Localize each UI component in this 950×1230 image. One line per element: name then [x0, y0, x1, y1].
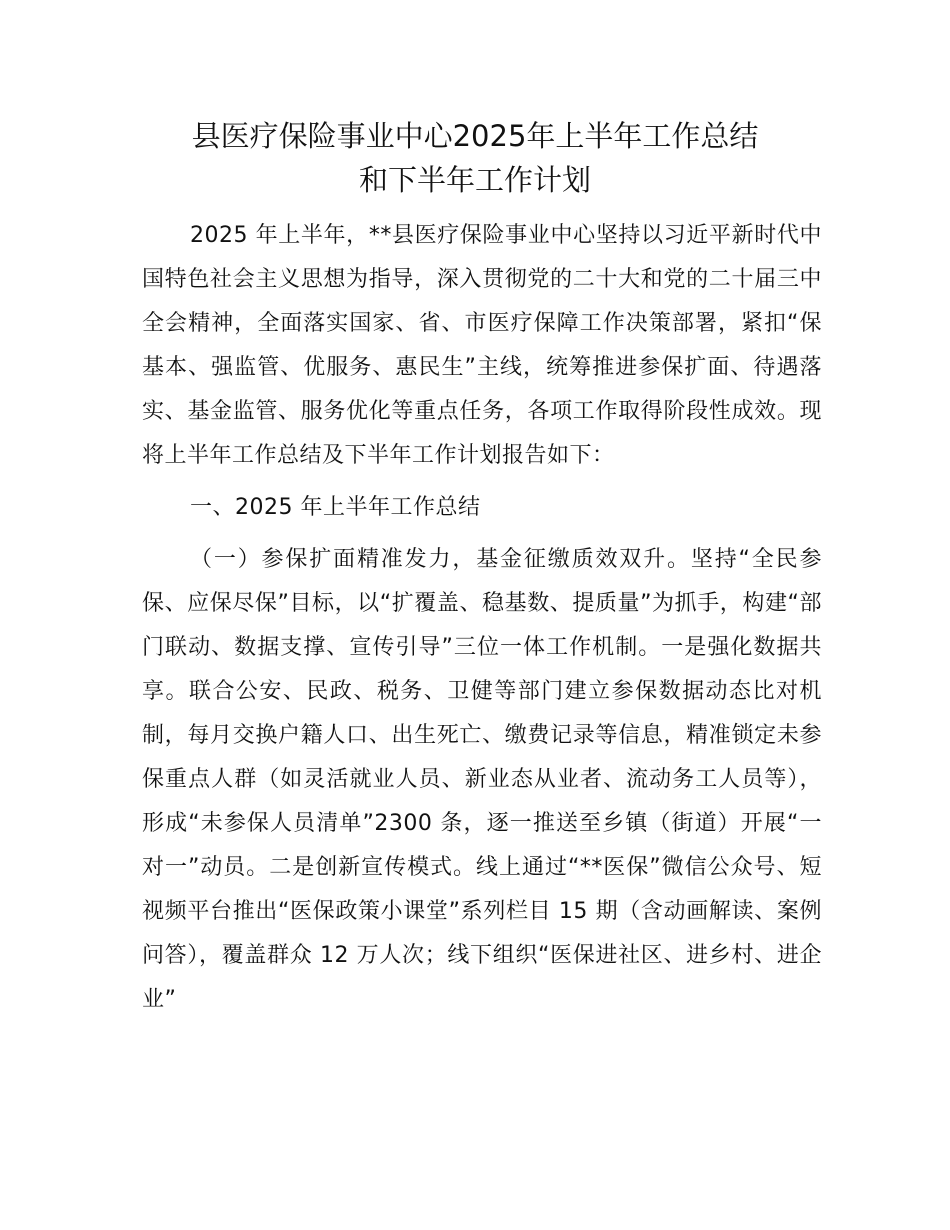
section-heading-1: 一、2025 年上半年工作总结 — [190, 495, 481, 520]
document-title-line-1: 县医疗保险事业中心2025年上半年工作总结 — [191, 119, 759, 153]
document-title-line-2: 和下半年工作计划 — [358, 163, 591, 197]
document-body — [142, 214, 822, 1022]
intro-paragraph: 2025 年上半年，**县医疗保险事业中心坚持以习近平新时代中国特色社会主义思想为指导，深入贯彻党的二十大和党的二十届三中全会精神，全面落实国家、省、市医疗保障工作决策部署，紧扣“保基本、强监管、优服务、惠民生”主线，统筹推进参保扩面、待遇落实、基金监管、服务优化等重点任务，各项工作取得阶段性成效。现将上半年工作总结及下半年工作计划报告如下： — [142, 223, 822, 468]
subsection-paragraph-1: （一）参保扩面精准发力，基金征缴质效双升。坚持“全民参保、应保尽保”目标，以“扩覆盖、稳基数、提质量”为抓手，构建“部门联动、数据支撑、宣传引导”三位一体工作机制。一是强化数据共享。联合公安、民政、税务、卫健等部门建立参保数据动态比对机制，每月交换户籍人口、出生死亡、缴费记录等信息，精准锁定未参保重点人群（如灵活就业人员、新业态从业者、流动务工人员等），形成“未参保人员清单”2300 条，逐一推送至乡镇（街道）开展“一对一”动员。二是创新宣传模式。线上通过“**医保”微信公众号、短视频平台推出“医保政策小课堂”系列栏目 15 期（含动画解读、案例问答），覆盖群众 12 万人次；线下组织“医保进社区、进乡村、进企业” — [142, 547, 822, 1012]
